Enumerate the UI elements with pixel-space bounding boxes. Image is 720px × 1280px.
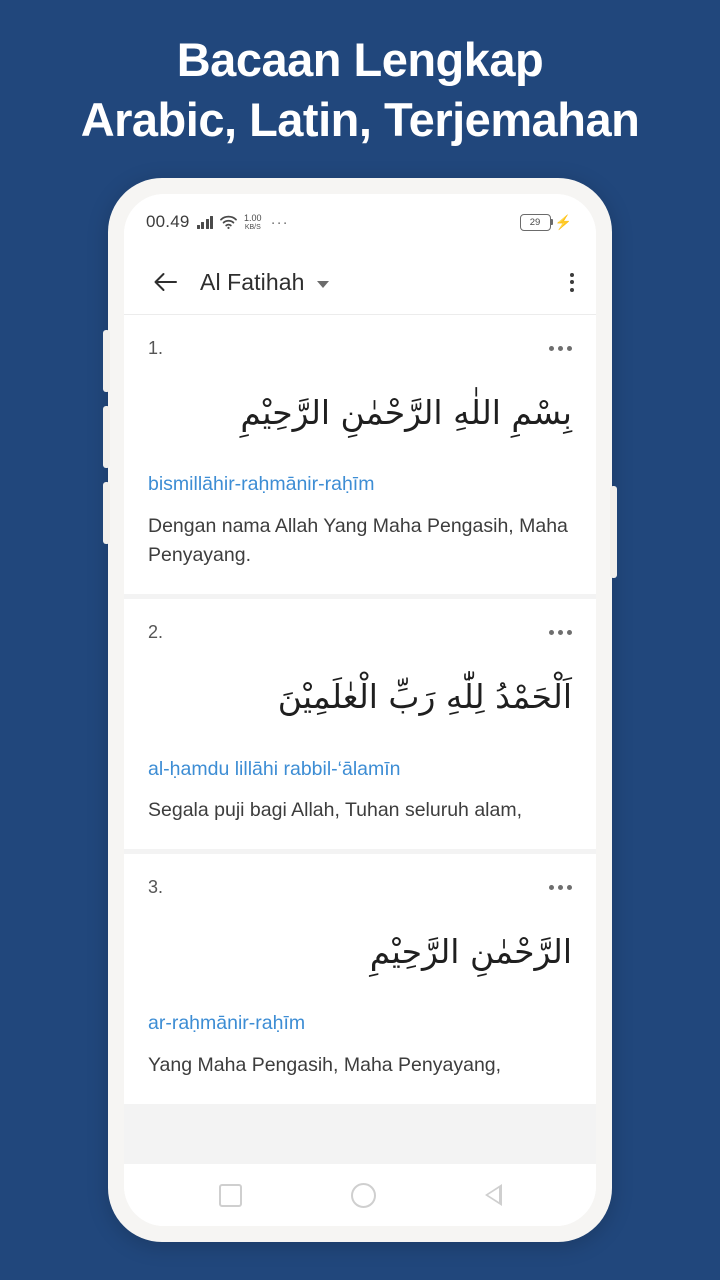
status-bar-left (146, 212, 289, 232)
verse-translation: Dengan nama Allah Yang Maha Pengasih, Maha Penyayang. (148, 514, 568, 566)
volume-down-button[interactable] (103, 406, 110, 468)
promo-headline-line-2: Arabic, Latin, Terjemahan (80, 93, 640, 146)
verse-transliteration: al-ḥamdu lillāhi rabbil-‘ālamīn (148, 757, 401, 780)
status-bar (124, 194, 596, 250)
promo-headline-line-1: Bacaan Lengkap (176, 33, 544, 86)
signal-icon (197, 215, 214, 229)
verse-translation: Segala puji bagi Allah, Tuhan seluruh alam, (148, 798, 523, 821)
network-speed-unit: KB/S (244, 223, 261, 231)
verse-arabic-text: بِسْمِ اللٰهِ الرَّحْمٰنِ الرَّحِيْمِ (240, 393, 572, 432)
verse-arabic-text: الرَّحْمٰنِ الرَّحِيْمِ (369, 932, 572, 972)
back-triangle-icon[interactable] (485, 1184, 502, 1206)
charging-bolt-icon: ⚡ (554, 214, 572, 230)
verse-options-button[interactable] (549, 885, 572, 890)
power-button[interactable] (610, 486, 617, 578)
verse-transliteration: ar-raḥmānir-raḥīm (148, 1012, 306, 1035)
recents-icon[interactable] (219, 1184, 242, 1207)
overflow-menu-button[interactable] (570, 273, 574, 292)
promo-headline (0, 30, 720, 150)
phone-screen (124, 194, 596, 1226)
status-overflow-dots-icon: ··· (270, 213, 289, 231)
volume-up-button[interactable] (103, 330, 110, 392)
verse-number: 1. (148, 337, 164, 358)
verse-options-button[interactable] (549, 630, 572, 635)
verse-number: 3. (148, 876, 164, 897)
verse-header (148, 337, 572, 359)
phone-device-frame (108, 178, 612, 1242)
status-bar-clock: 00.49 (146, 212, 190, 231)
verse-options-button[interactable] (549, 346, 572, 351)
app-bar (124, 250, 596, 315)
android-nav-bar (124, 1164, 596, 1226)
verse-transliteration: bismillāhir-raḥmānir-raḥīm (148, 473, 375, 496)
page-title: Al Fatihah (200, 268, 305, 295)
verse-arabic-text: اَلْحَمْدُ لِلّٰهِ رَبِّ الْعٰلَمِيْنَ (277, 677, 572, 717)
verse-header (148, 621, 572, 643)
battery-level-text: 29 (529, 216, 541, 228)
verse-item[interactable] (124, 315, 596, 594)
verse-item[interactable] (124, 599, 596, 849)
verse-list[interactable] (124, 315, 596, 1164)
volume-extra-button[interactable] (103, 482, 110, 544)
network-speed-value: 1.00 (244, 212, 262, 223)
wifi-icon (220, 215, 237, 229)
network-speed-indicator (244, 214, 262, 231)
verse-item[interactable] (124, 854, 596, 1104)
back-button[interactable] (146, 263, 184, 301)
arrow-left-icon (153, 271, 178, 293)
home-icon[interactable] (351, 1183, 376, 1208)
chevron-down-icon[interactable] (317, 281, 329, 288)
battery-icon (520, 214, 551, 231)
verse-header (148, 876, 572, 898)
verse-translation: Yang Maha Pengasih, Maha Penyayang, (148, 1053, 502, 1076)
status-bar-right (520, 214, 572, 231)
verse-number: 2. (148, 621, 164, 642)
